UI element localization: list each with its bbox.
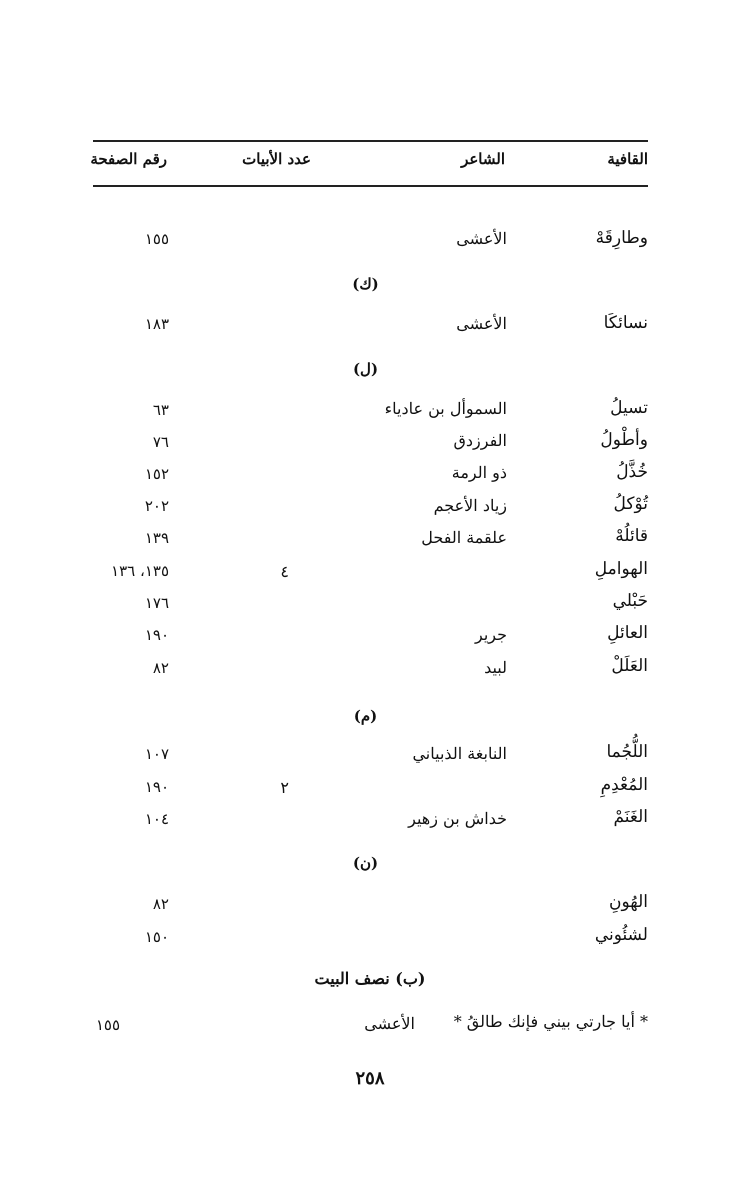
page-cell: ١٥٢ xyxy=(144,465,169,483)
header-top-rule xyxy=(93,140,648,142)
poet-cell: لبيد xyxy=(484,658,507,677)
rhyme-cell: المُعْدِمِ xyxy=(600,775,648,795)
poet-cell: السموأل بن عادياء xyxy=(384,399,507,418)
rhyme-cell: وطارِقَهْ xyxy=(595,228,648,248)
page-cell: ٢٠٢ xyxy=(144,497,169,515)
rhyme-cell: الغَنَمْ xyxy=(613,807,648,827)
page-cell: ١٧٦ xyxy=(144,594,169,612)
rhyme-cell: تسيلُ xyxy=(610,398,648,418)
poet-cell: الأعشى xyxy=(456,314,507,333)
header-page-number: رقم الصفحة xyxy=(90,150,167,168)
half-verse-heading: (ب) نصف البيت xyxy=(314,969,426,988)
rhyme-cell: حَبْلي xyxy=(612,591,648,611)
page-cell: ٨٢ xyxy=(152,895,169,913)
page-cell: ٧٦ xyxy=(152,433,169,451)
section-heading-nun: (ن) xyxy=(352,854,379,872)
rhyme-cell: الهُونِ xyxy=(608,892,648,912)
header-rhyme: القافية xyxy=(607,150,648,168)
section-heading-lam: (ل) xyxy=(352,360,379,378)
page-cell: ١٣٥، ١٣٦ xyxy=(111,562,169,580)
rhyme-cell: نسائكَا xyxy=(603,313,648,333)
page-cell: ١٩٠ xyxy=(144,778,169,796)
poet-cell: الأعشى xyxy=(456,229,507,248)
poet-cell: النابغة الذبياني xyxy=(412,744,507,763)
count-cell: ٤ xyxy=(280,562,289,581)
rhyme-cell: تُوْكلُ xyxy=(613,494,648,514)
section-heading-mim: (م) xyxy=(353,707,378,725)
page-number: ٢٥٨ xyxy=(355,1068,385,1089)
half-verse-page: ١٥٥ xyxy=(95,1016,120,1034)
rhyme-cell: الهواملِ xyxy=(594,559,648,579)
rhyme-cell: لشئُوني xyxy=(594,925,648,945)
page-cell: ١٥٠ xyxy=(144,928,169,946)
header-poet: الشاعر xyxy=(461,150,505,168)
poet-cell: علقمة الفحل xyxy=(421,528,507,547)
page-cell: ١٠٧ xyxy=(144,745,169,763)
page-cell: ١٥٥ xyxy=(144,230,169,248)
rhyme-cell: قائلُهْ xyxy=(615,526,648,546)
rhyme-cell: العائلِ xyxy=(607,623,648,643)
poet-cell: زياد الأعجم xyxy=(433,496,507,515)
page-cell: ١٨٣ xyxy=(144,315,169,333)
section-heading-kaf: (ك) xyxy=(352,275,379,293)
page-cell: ١٩٠ xyxy=(144,626,169,644)
page-cell: ٨٢ xyxy=(152,659,169,677)
half-verse-poet: الأعشى xyxy=(364,1014,415,1033)
rhyme-cell: خُذَّلُ xyxy=(616,462,648,482)
page-cell: ٦٣ xyxy=(152,401,169,419)
header-verse-count: عدد الأبيات xyxy=(242,150,311,168)
poet-cell: الفرزدق xyxy=(453,431,507,450)
rhyme-cell: اللُّجُما xyxy=(606,742,648,762)
poet-cell: جرير xyxy=(475,625,507,644)
page-cell: ١٣٩ xyxy=(144,529,169,547)
poet-cell: خداش بن زهير xyxy=(408,809,507,828)
rhyme-cell: العَلَلْ xyxy=(611,656,648,676)
header-bottom-rule xyxy=(93,185,648,187)
rhyme-cell: وأطْولُ xyxy=(600,430,648,450)
count-cell: ٢ xyxy=(280,778,289,797)
page-cell: ١٠٤ xyxy=(144,810,169,828)
half-verse-text: * أيا جارتي بيني فإنك طالقُ * xyxy=(453,1012,648,1031)
poet-cell: ذو الرمة xyxy=(451,463,507,482)
